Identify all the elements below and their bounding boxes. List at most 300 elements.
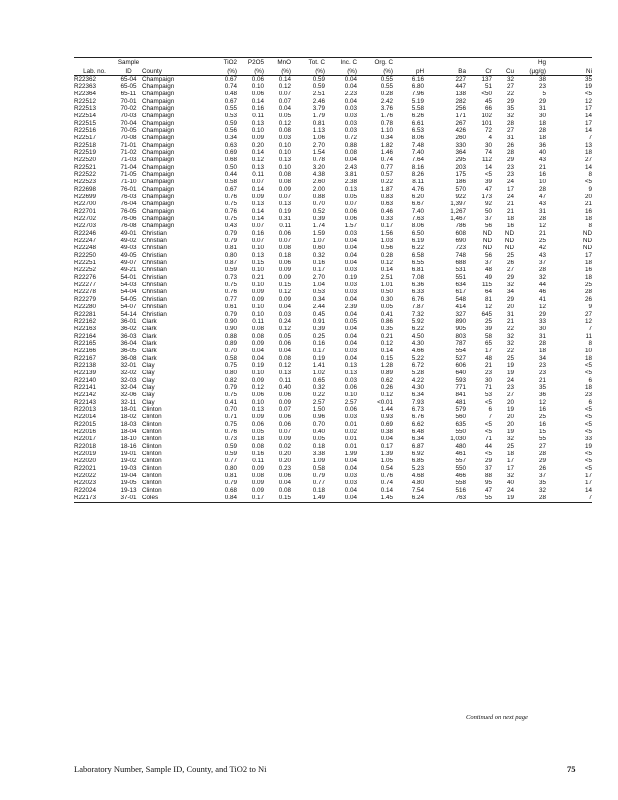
cell-cr: 25 <box>484 318 492 325</box>
cell-cu: 19 <box>506 406 514 413</box>
table-row <box>74 384 592 391</box>
cell-tio2: 0.53 <box>224 112 237 120</box>
cell-cu: 19 <box>492 495 514 503</box>
cell-cu: 32 <box>506 75 514 83</box>
header-tot-c: (%) <box>291 66 325 76</box>
cell-ba: 531 <box>455 266 466 274</box>
cell-inc-c: 0.08 <box>344 149 357 156</box>
cell-cu: 29 <box>506 156 514 164</box>
cell-hg: 36 <box>538 391 546 399</box>
cell-ba: 763 <box>424 495 466 503</box>
cell-sample-id: 70-08 <box>120 134 137 142</box>
cell-ph: 5.22 <box>411 355 424 362</box>
cell-lab-no: R22165 <box>74 340 97 347</box>
cell-hg: 37 <box>538 472 546 480</box>
table-row <box>74 135 592 142</box>
cell-ni: 7 <box>546 495 592 503</box>
cell-p2o5: 0.09 <box>251 377 264 384</box>
cell-tot-c: 0.45 <box>312 311 325 318</box>
cell-org-c: 0.04 <box>380 435 393 443</box>
cell-sample-id: 18-02 <box>120 413 137 421</box>
cell-inc-c: 3.81 <box>344 171 357 178</box>
cell-tot-c: 3.20 <box>312 164 325 171</box>
cell-tio2: 0.67 <box>224 186 237 193</box>
cell-p2o5: 0.13 <box>251 120 264 127</box>
cell-county: Clay <box>142 399 155 406</box>
cell-ph: 6.48 <box>411 428 424 436</box>
cell-lab-no: R22522 <box>74 171 97 178</box>
cell-tot-c: 0.52 <box>312 208 325 215</box>
cell-ba: 593 <box>455 377 466 384</box>
cell-hg: 25 <box>538 237 546 245</box>
cell-county: Clinton <box>142 435 162 443</box>
cell-p2o5: 0.14 <box>251 98 264 105</box>
cell-cr: 101 <box>481 120 492 127</box>
cell-lab-no: R22278 <box>74 288 97 296</box>
cell-tot-c: 1.49 <box>291 495 325 503</box>
table-row <box>74 142 592 149</box>
cell-ba: 550 <box>455 465 466 472</box>
cell-p2o5: 0.08 <box>251 443 264 450</box>
cell-mno: 0.08 <box>278 178 291 186</box>
cell-cr: 65 <box>484 340 492 347</box>
cell-cu: 20 <box>506 399 514 406</box>
table-row <box>74 465 592 472</box>
cell-sample-id: 71-10 <box>120 178 137 186</box>
cell-county: Christian <box>142 266 167 274</box>
cell-cu: 29 <box>506 274 514 281</box>
cell-ba: 256 <box>455 105 466 112</box>
cell-cr: <5 <box>484 450 492 458</box>
cell-hg: 47 <box>538 193 546 201</box>
cell-tio2: 0.68 <box>224 156 237 164</box>
table-row <box>74 230 592 237</box>
cell-ni: 20 <box>584 193 592 201</box>
cell-tot-c: 2.70 <box>312 142 325 149</box>
cell-org-c: 3.76 <box>380 105 393 112</box>
cell-ba: 1,030 <box>450 435 466 443</box>
cell-hg: 33 <box>538 318 546 325</box>
cell-tio2: 0.61 <box>224 303 237 311</box>
cell-tot-c: 0.59 <box>312 83 325 90</box>
header-ph: pH <box>393 66 424 76</box>
table-row <box>74 473 592 480</box>
cell-ph: 7.40 <box>411 208 424 215</box>
cell-hg: 28 <box>538 266 546 274</box>
cell-ni: 8 <box>588 222 592 230</box>
cell-sample-id: 54-03 <box>120 281 137 289</box>
cell-cu: 25 <box>506 252 514 259</box>
cell-cu: 24 <box>506 377 514 384</box>
cell-org-c: 0.56 <box>380 244 393 252</box>
cell-tio2: 0.76 <box>224 428 237 436</box>
header-sample-id: Sample <box>115 58 142 67</box>
cell-sample-id: 36-04 <box>120 340 137 347</box>
cell-ni: 18 <box>584 259 592 267</box>
cell-hg: 5 <box>542 90 546 98</box>
cell-org-c: 2.42 <box>380 98 393 105</box>
cell-county: Christian <box>142 230 167 237</box>
cell-ni: 21 <box>584 200 592 208</box>
cell-ba: 327 <box>455 311 466 318</box>
cell-ni: 27 <box>584 311 592 318</box>
cell-tot-c: 0.39 <box>312 325 325 333</box>
cell-ph: 6.50 <box>411 230 424 237</box>
cell-ph: 4.66 <box>411 347 424 355</box>
cell-tio2: 0.82 <box>224 377 237 384</box>
cell-tot-c: 0.17 <box>312 347 325 355</box>
cell-mno: 0.12 <box>278 83 291 90</box>
cell-ba: 617 <box>455 288 466 296</box>
table-row <box>74 267 592 274</box>
cell-ba: 570 <box>455 186 466 193</box>
cell-tio2: 0.75 <box>224 391 237 399</box>
cell-inc-c: 0.04 <box>344 355 357 362</box>
cell-inc-c: 0.03 <box>344 281 357 289</box>
cell-cu: 27 <box>506 127 514 134</box>
cell-county: Christian <box>142 274 167 281</box>
cell-inc-c: 2.57 <box>344 399 357 406</box>
cell-ba: 558 <box>455 479 466 487</box>
cell-sample-id: 18-04 <box>120 428 137 436</box>
cell-mno: 0.18 <box>278 252 291 259</box>
cell-mno: 0.04 <box>278 303 291 311</box>
cell-org-c: 0.38 <box>380 428 393 436</box>
cell-inc-c: 0.04 <box>344 252 357 259</box>
cell-ni: 6 <box>588 399 592 406</box>
cell-ba: 922 <box>455 193 466 201</box>
cell-cu: 32 <box>506 333 514 340</box>
cell-p2o5: 0.09 <box>251 193 264 201</box>
cell-ni: <5 <box>584 413 592 421</box>
cell-mno: 0.09 <box>278 296 291 303</box>
cell-lab-no: R22250 <box>74 252 97 259</box>
cell-cr: 30 <box>484 142 492 149</box>
cell-p2o5: 0.10 <box>251 281 264 289</box>
cell-lab-no: R22019 <box>74 450 97 458</box>
cell-ni: 18 <box>584 355 592 362</box>
cell-cu: 40 <box>506 479 514 487</box>
cell-tot-c: 1.07 <box>312 237 325 245</box>
cell-cu: ND <box>504 230 514 237</box>
cell-sample-id: 76-08 <box>120 222 137 230</box>
cell-p2o5: 0.14 <box>251 215 264 223</box>
cell-mno: 0.09 <box>278 186 291 193</box>
cell-tio2: 0.88 <box>224 333 237 340</box>
cell-tot-c: 3.38 <box>312 450 325 458</box>
table-row <box>74 348 592 355</box>
cell-sample-id: 32-04 <box>120 384 137 391</box>
cell-inc-c: 0.04 <box>344 75 357 83</box>
cell-cr: 44 <box>484 443 492 450</box>
cell-cu: 20 <box>506 413 514 421</box>
cell-cr: 12 <box>484 303 492 311</box>
cell-tio2: 0.87 <box>224 259 237 267</box>
cell-county: Clinton <box>142 487 162 494</box>
cell-sample-id: 65-05 <box>120 83 137 90</box>
cell-ph: 8.16 <box>411 164 424 171</box>
cell-hg: 23 <box>538 369 546 377</box>
cell-tot-c: 0.60 <box>312 244 325 252</box>
cell-cu: 34 <box>506 288 514 296</box>
cell-org-c: 1.05 <box>380 457 393 465</box>
cell-p2o5: 0.10 <box>251 311 264 318</box>
cell-sample-id: 70-01 <box>120 98 137 105</box>
cell-ni: 35 <box>584 75 592 83</box>
cell-sample-id: 36-05 <box>120 347 137 355</box>
cell-ni: <5 <box>584 450 592 458</box>
cell-hg: 28 <box>538 127 546 134</box>
cell-ba: 461 <box>455 450 466 458</box>
cell-p2o5: 0.10 <box>251 369 264 377</box>
cell-cr: 66 <box>484 105 492 112</box>
cell-ph: 6.80 <box>411 83 424 90</box>
cell-inc-c: 2.23 <box>344 90 357 98</box>
table-row <box>74 458 592 465</box>
cell-tio2: 0.75 <box>224 362 237 369</box>
cell-sample-id: 76-05 <box>120 208 137 215</box>
cell-hg: 43 <box>538 252 546 259</box>
cell-ni: 6 <box>588 377 592 384</box>
cell-mno: 0.06 <box>278 230 291 237</box>
cell-ni: 25 <box>584 281 592 289</box>
cell-hg: 40 <box>538 149 546 156</box>
cell-county: Clinton <box>142 428 162 436</box>
cell-tio2: 0.69 <box>224 149 237 156</box>
cell-lab-no: R22519 <box>74 149 97 156</box>
cell-tot-c: 0.88 <box>312 193 325 201</box>
cell-mno: 0.15 <box>278 281 291 289</box>
cell-tio2: 0.90 <box>224 318 237 325</box>
cell-ni: 13 <box>584 142 592 149</box>
table-row <box>74 326 592 333</box>
cell-ba: 227 <box>455 75 466 83</box>
cell-sample-id: 76-01 <box>120 186 137 193</box>
header-cu <box>492 58 514 67</box>
cell-lab-no: R22520 <box>74 156 97 164</box>
cell-inc-c: 0.03 <box>344 288 357 296</box>
cell-tio2: 0.44 <box>224 171 237 178</box>
cell-ni: <5 <box>584 362 592 369</box>
cell-lab-no: R22276 <box>74 274 97 281</box>
cell-lab-no: R22698 <box>74 186 97 193</box>
cell-p2o5: 0.10 <box>251 244 264 252</box>
cell-p2o5: 0.16 <box>251 105 264 112</box>
cell-org-c: 0.21 <box>380 333 393 340</box>
cell-org-c: 0.34 <box>380 134 393 142</box>
cell-p2o5: 0.05 <box>251 428 264 436</box>
header-lab-no: Lab. no. <box>74 66 115 76</box>
cell-cu: 28 <box>506 149 514 156</box>
cell-mno: 0.31 <box>278 215 291 223</box>
cell-sample-id: 71-03 <box>120 156 137 164</box>
cell-tio2: 0.34 <box>224 134 237 142</box>
cell-hg: 21 <box>538 230 546 237</box>
cell-tio2: 0.58 <box>224 178 237 186</box>
table-row <box>74 443 592 450</box>
cell-cu: ND <box>504 237 514 245</box>
cell-tio2: 0.55 <box>224 105 237 112</box>
cell-hg: 44 <box>538 281 546 289</box>
cell-cr: 95 <box>484 479 492 487</box>
cell-county: Clay <box>142 391 155 399</box>
cell-tio2: 0.80 <box>224 252 237 259</box>
cell-tot-c: 0.39 <box>312 215 325 223</box>
cell-p2o5: 0.20 <box>251 142 264 149</box>
cell-inc-c: 0.04 <box>344 487 357 494</box>
cell-tot-c: 3.79 <box>312 105 325 112</box>
cell-tot-c: 0.16 <box>312 340 325 347</box>
cell-lab-no: R22280 <box>74 303 97 311</box>
cell-county: Clinton <box>142 457 162 465</box>
cell-hg: 28 <box>538 215 546 223</box>
table-row <box>74 186 592 193</box>
cell-mno: 0.06 <box>278 421 291 428</box>
cell-mno: 0.13 <box>278 156 291 164</box>
cell-ba: 723 <box>455 244 466 252</box>
cell-lab-no: R22016 <box>74 428 97 436</box>
cell-ph: 6.73 <box>411 406 424 413</box>
cell-inc-c: 0.02 <box>344 428 357 436</box>
cell-tio2: 0.59 <box>224 266 237 274</box>
cell-tot-c: 2.60 <box>312 178 325 186</box>
cell-inc-c: 0.03 <box>344 266 357 274</box>
cell-ba: 557 <box>455 457 466 465</box>
cell-inc-c: 0.01 <box>344 435 357 443</box>
table-row <box>74 370 592 377</box>
cell-tot-c: 0.91 <box>312 318 325 325</box>
cell-tio2: 0.41 <box>224 399 237 406</box>
cell-tot-c: 1.59 <box>312 230 325 237</box>
cell-tio2: 0.76 <box>224 288 237 296</box>
cell-sample-id: 70-03 <box>120 112 137 120</box>
cell-ba: 748 <box>455 252 466 259</box>
cell-ni: 28 <box>584 288 592 296</box>
cell-sample-id: 36-02 <box>120 325 137 333</box>
cell-lab-no: R22024 <box>74 487 97 494</box>
cell-sample-id: 32-11 <box>120 399 137 406</box>
cell-p2o5: 0.08 <box>251 472 264 480</box>
table-row <box>74 164 592 171</box>
cell-ni: 7 <box>588 134 592 142</box>
cell-lab-no: R22164 <box>74 333 97 340</box>
table-row <box>74 421 592 428</box>
table-row <box>74 399 592 406</box>
cell-county: Clark <box>142 325 157 333</box>
cell-county: Clinton <box>142 443 162 450</box>
cell-county: Champaign <box>142 164 175 171</box>
cell-mno: 0.15 <box>264 495 291 503</box>
cell-lab-no: R22023 <box>74 479 97 487</box>
cell-cu: 25 <box>506 355 514 362</box>
cell-cr: 48 <box>484 266 492 274</box>
page-number: 75 <box>567 764 576 774</box>
cell-mno: 0.08 <box>278 171 291 178</box>
cell-lab-no: R22022 <box>74 472 97 480</box>
cell-p2o5: 0.07 <box>251 178 264 186</box>
cell-p2o5: 0.12 <box>251 384 264 391</box>
cell-cu: 27 <box>506 391 514 399</box>
cell-tot-c: 4.38 <box>312 171 325 178</box>
cell-tot-c: 0.16 <box>312 259 325 267</box>
cell-inc-c: 0.04 <box>344 457 357 465</box>
cell-ph: 7.64 <box>411 156 424 164</box>
cell-county: Champaign <box>142 215 175 223</box>
cell-ph: 6.36 <box>411 281 424 289</box>
cell-mno: 0.40 <box>278 384 291 391</box>
cell-cu: ND <box>504 244 514 252</box>
cell-cu: 24 <box>506 178 514 186</box>
cell-ph: 6.58 <box>411 252 424 259</box>
cell-cu: 19 <box>506 369 514 377</box>
cell-inc-c: 0.03 <box>344 127 357 134</box>
cell-p2o5: 0.06 <box>251 90 264 98</box>
cell-tot-c: 2.00 <box>312 186 325 193</box>
cell-inc-c: 0.13 <box>344 369 357 377</box>
cell-hg: 25 <box>538 413 546 421</box>
cell-inc-c: 0.13 <box>344 362 357 369</box>
cell-mno: 0.12 <box>278 362 291 369</box>
cell-cu: 24 <box>506 193 514 201</box>
cell-tio2: 0.79 <box>224 479 237 487</box>
cell-sample-id: 32-03 <box>120 377 137 384</box>
cell-inc-c: 0.03 <box>344 347 357 355</box>
cell-mno: 0.07 <box>278 90 291 98</box>
cell-mno: 0.12 <box>278 325 291 333</box>
cell-sample-id: 76-04 <box>120 200 137 208</box>
cell-ba: 787 <box>455 340 466 347</box>
cell-lab-no: R22247 <box>74 237 97 245</box>
cell-cu: 32 <box>506 281 514 289</box>
cell-p2o5: 0.07 <box>251 237 264 245</box>
cell-ph: 6.34 <box>411 391 424 399</box>
cell-hg: 16 <box>538 406 546 413</box>
cell-tot-c: 0.59 <box>312 75 325 83</box>
cell-org-c: 0.63 <box>380 200 393 208</box>
cell-inc-c: 2.43 <box>344 164 357 171</box>
table-row <box>74 296 592 303</box>
header-cr <box>466 58 492 67</box>
cell-ba: 1,467 <box>450 215 466 223</box>
cell-tot-c: 0.81 <box>312 120 325 127</box>
header-county: County <box>142 66 200 76</box>
cell-sample-id: 36-03 <box>120 333 137 340</box>
cell-lab-no: R22013 <box>74 406 97 413</box>
cell-p2o5: 0.08 <box>251 333 264 340</box>
header-org-c: (%) <box>357 66 393 76</box>
cell-county: Christian <box>142 303 167 311</box>
cell-sample-id: 19-05 <box>120 479 137 487</box>
cell-tot-c: 1.09 <box>312 457 325 465</box>
cell-mno: 0.13 <box>278 200 291 208</box>
cell-lab-no: R22703 <box>74 222 97 230</box>
table-row <box>74 216 592 223</box>
cell-lab-no: R22014 <box>74 413 97 421</box>
cell-org-c: 1.01 <box>380 281 393 289</box>
cell-p2o5: 0.11 <box>252 171 264 178</box>
cell-county: Clark <box>142 318 157 325</box>
cell-sample-id: 18-01 <box>120 406 137 413</box>
cell-ph: 6.55 <box>411 259 424 267</box>
cell-sample-id: 54-14 <box>120 311 137 318</box>
cell-inc-c: 0.88 <box>344 142 357 149</box>
cell-ph: 7.93 <box>411 399 424 406</box>
cell-ba: 606 <box>455 362 466 369</box>
cell-cr: <5 <box>484 399 492 406</box>
data-table <box>74 57 592 503</box>
cell-ph: 7.40 <box>411 149 424 156</box>
cell-hg: 29 <box>538 98 546 105</box>
